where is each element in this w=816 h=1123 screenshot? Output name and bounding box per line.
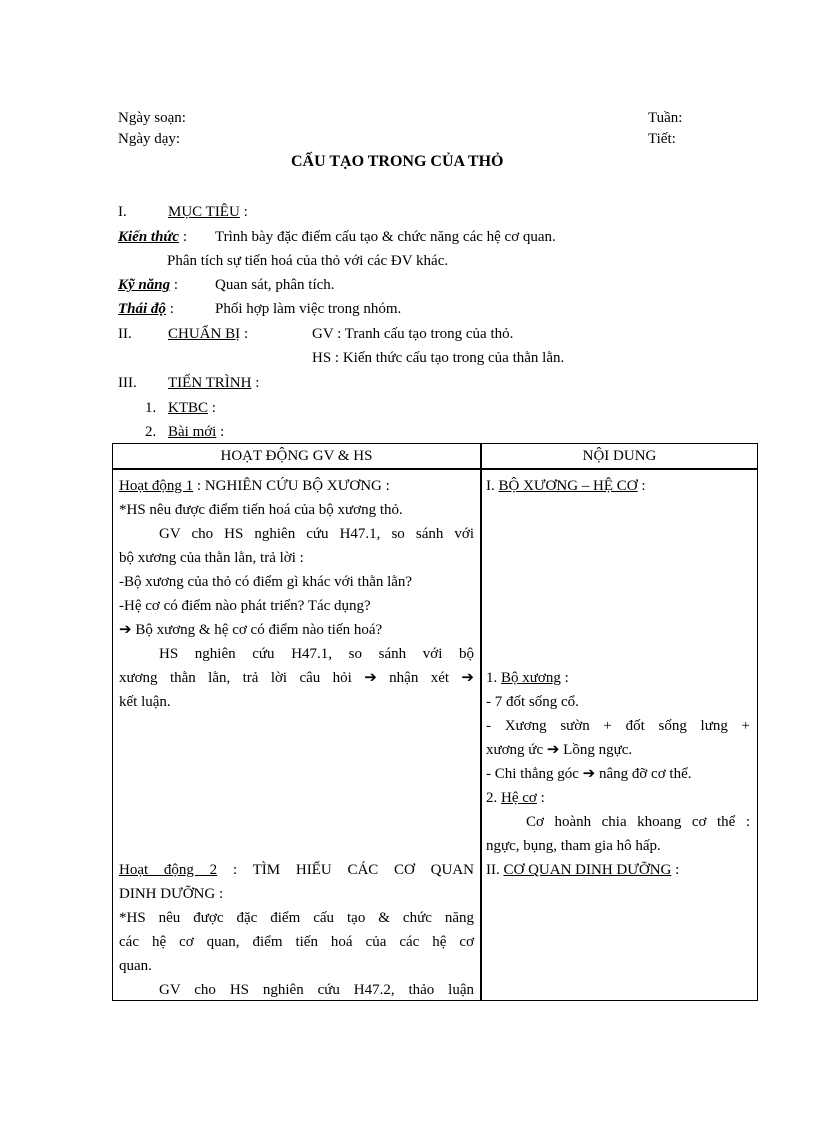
activity-line: kết luận. [119, 694, 171, 710]
ngay-day-label: Ngày dạy: [118, 131, 181, 147]
activity-spacer [119, 714, 474, 858]
activity-line: GV cho HS nghiên cứu H47.1, so sánh với [159, 526, 474, 542]
section2-heading [168, 325, 248, 343]
content-line: - Xương sườn + đốt sống lưng + [486, 718, 750, 734]
tien-trinh-item-2-number: 2. [145, 424, 157, 440]
activity-line: quan. [119, 958, 152, 974]
content-heading-1 [486, 474, 750, 498]
content-heading-1-text: BỘ XƯƠNG – HỆ CƠ [498, 478, 638, 494]
content-heading-1-colon: : [637, 478, 646, 494]
tiet-label: Tiết: [648, 131, 676, 147]
thai-do-colon: : [169, 301, 174, 317]
thai-do-text: Phối hợp làm việc trong nhóm. [215, 301, 402, 317]
content-line: ngực, bụng, tham gia hô hấp. [486, 838, 661, 854]
hoat-dong-1-heading [119, 474, 474, 498]
thai-do-label [118, 300, 174, 318]
activity-line: DINH DƯỠNG : [119, 886, 224, 902]
ktbc-colon: : [208, 400, 216, 416]
activity-line: ➔ Bộ xương & hệ cơ có điểm nào tiến hoá? [119, 622, 383, 638]
section1-number: I. [118, 204, 127, 220]
chuan-bi-gv: GV : Tranh cấu tạo trong của thỏ. [312, 326, 514, 342]
section3-colon: : [251, 375, 260, 391]
content-line: xương ức ➔ Lồng ngực. [486, 742, 633, 758]
section1-colon: : [239, 204, 248, 220]
tien-trinh-item-1 [168, 399, 216, 417]
hoat-dong-2-label: Hoạt động 2 [119, 862, 218, 878]
content-heading-2-text: CƠ QUAN DINH DƯỠNG [503, 862, 672, 878]
ky-nang-colon: : [173, 277, 179, 293]
content-line: - Chi thẳng góc ➔ nâng đỡ cơ thể. [486, 766, 692, 782]
content-heading-2-number: II. [486, 862, 504, 878]
section2-colon: : [240, 326, 249, 342]
section1-heading [168, 203, 248, 221]
content-heading-2-colon: : [671, 862, 680, 878]
kien-thuc-label-text: Kiến thức [118, 229, 180, 245]
section3-heading [168, 374, 259, 392]
content-cell [486, 474, 750, 882]
kien-thuc-line-2: Phân tích sự tiến hoá của thỏ với các ĐV khác. [167, 253, 449, 269]
bai-moi-text: Bài mới [168, 424, 217, 440]
tuan-label: Tuần: [648, 110, 683, 126]
tien-trinh-item-1-number: 1. [145, 400, 157, 416]
column-header-content: NỘI DUNG [582, 448, 657, 464]
activity-line: xương thằn lằn, trả lời câu hỏi ➔ nhận xét ➔ [119, 670, 474, 686]
activity-line: *HS nêu được điểm tiến hoá của bộ xương thỏ. [119, 502, 403, 518]
hoat-dong-1-label: Hoạt động 1 [119, 478, 194, 494]
content-line: Cơ hoành chia khoang cơ thể : [526, 814, 750, 830]
section2-number: II. [118, 326, 132, 342]
content-heading-1-number: I. [486, 478, 499, 494]
page-title: CẤU TẠO TRONG CỦA THỎ [291, 153, 504, 170]
column-divider [480, 444, 482, 1000]
content-subheading-2-text: Hệ cơ [501, 790, 537, 806]
activity-line: HS nghiên cứu H47.1, so sánh với bộ [159, 646, 474, 662]
column-header-activities: HOẠT ĐỘNG GV & HS [220, 448, 373, 464]
activity-line: -Hệ cơ có điểm nào phát triển? Tác dụng? [119, 598, 371, 614]
kien-thuc-line-1: Trình bày đặc điểm cấu tạo & chức năng các hệ cơ quan. [215, 229, 556, 245]
ky-nang-label [118, 276, 178, 294]
hoat-dong-1-title: : NGHIÊN CỨU BỘ XƯƠNG : [193, 478, 390, 494]
chuan-bi-hs: HS : Kiến thức cấu tạo trong của thằn lằn. [312, 350, 565, 366]
activities-cell [119, 474, 474, 1002]
content-subheading-1-colon: : [560, 670, 569, 686]
lesson-table [112, 443, 758, 1001]
content-heading-2 [486, 858, 750, 882]
activity-line: bộ xương của thằn lằn, trả lời : [119, 550, 304, 566]
ngay-soan-label: Ngày soạn: [118, 110, 186, 126]
thai-do-label-text: Thái độ [118, 301, 166, 317]
section2-heading-text: CHUẨN BỊ [168, 326, 241, 342]
tien-trinh-item-2 [168, 423, 224, 441]
content-subheading-1-text: Bộ xương [501, 670, 561, 686]
activity-line: -Bộ xương của thỏ có điểm gì khác với thằn lằn? [119, 574, 413, 590]
section3-number: III. [118, 375, 137, 391]
activity-line: *HS nêu được đặc điểm cấu tạo & chức năng [119, 910, 474, 926]
section3-heading-text: TIẾN TRÌNH [168, 375, 252, 391]
content-spacer [486, 498, 750, 666]
ky-nang-text: Quan sát, phân tích. [215, 277, 335, 293]
hoat-dong-2-title: : TÌM HIỂU CÁC CƠ QUAN [217, 862, 474, 878]
activity-line: GV cho HS nghiên cứu H47.2, thảo luận [159, 982, 474, 998]
bai-moi-colon: : [216, 424, 225, 440]
content-subheading-he-co [486, 786, 750, 810]
ktbc-text: KTBC [168, 400, 209, 416]
content-subheading-bo-xuong [486, 666, 750, 690]
ky-nang-label-text: Kỹ năng [118, 277, 171, 293]
hoat-dong-2-heading [119, 858, 474, 882]
content-line: - 7 đốt sống cổ. [486, 694, 579, 710]
activity-line: các hệ cơ quan, điểm tiến hoá của các hệ cơ [119, 934, 474, 950]
content-subheading-2-colon: : [536, 790, 545, 806]
section1-heading-text: MỤC TIÊU [168, 204, 240, 220]
kien-thuc-label [118, 228, 187, 246]
content-subheading-1-number: 1. [486, 670, 501, 686]
kien-thuc-colon: : [182, 229, 187, 245]
content-subheading-2-number: 2. [486, 790, 501, 806]
table-header-row [113, 444, 757, 470]
